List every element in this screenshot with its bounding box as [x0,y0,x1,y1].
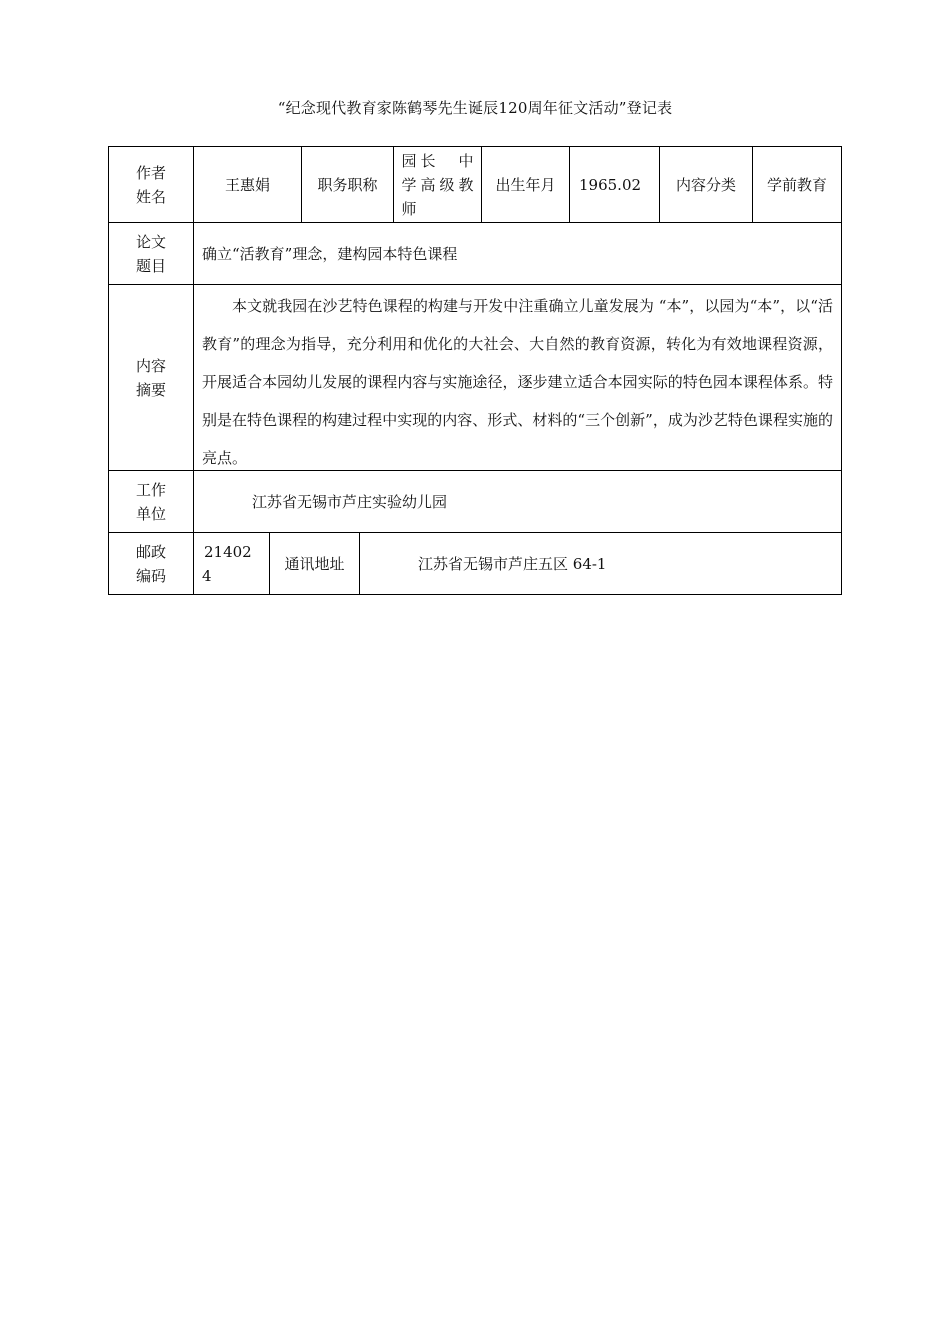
abstract-label: 内容 摘要 [109,285,194,470]
table-row [109,147,842,223]
category-value: 学前教育 [753,147,842,222]
postal-code-value: 214024 [194,533,270,594]
table-row [109,223,842,285]
position-value: 园长 中学高级教师 [394,147,482,222]
postal-code-label: 邮政 编码 [109,533,194,594]
birth-label: 出生年月 [482,147,570,222]
abstract-value: 本文就我园在沙艺特色课程的构建与开发中注重确立儿童发展为 “本”，以园为“本”，以“活教育”的理念为指导，充分利用和优化的大社会、大自然的教育资源，转化为有效地课程资源，开展适合本园幼儿发展的课程内容与实施途径，逐步建立适合本园实际的特色园本课程体系。特别是在特色课程的构建过程中实现的内容、形式、材料的“三个创新”，成为沙艺特色课程实施的亮点。 [194,285,842,470]
form-title: “纪念现代教育家陈鹤琴先生诞辰120周年征文活动”登记表 [277,99,673,117]
table-row [109,471,842,533]
address-value: 江苏省无锡市芦庄五区 64-1 [360,533,842,594]
author-name-value: 王惠娟 [194,147,302,222]
category-label: 内容分类 [660,147,753,222]
work-unit-value: 江苏省无锡市芦庄实验幼儿园 [194,471,842,532]
registration-table [108,146,842,595]
table-row [109,285,842,471]
address-label: 通讯地址 [270,533,360,594]
position-label: 职务职称 [302,147,394,222]
table-row [109,533,842,595]
author-name-label: 作者 姓名 [109,147,194,222]
work-unit-label: 工作 单位 [109,471,194,532]
thesis-title-label: 论文 题目 [109,223,194,284]
thesis-title-value: 确立“活教育”理念，建构园本特色课程 [194,223,842,284]
birth-value: 1965.02 [570,147,660,222]
